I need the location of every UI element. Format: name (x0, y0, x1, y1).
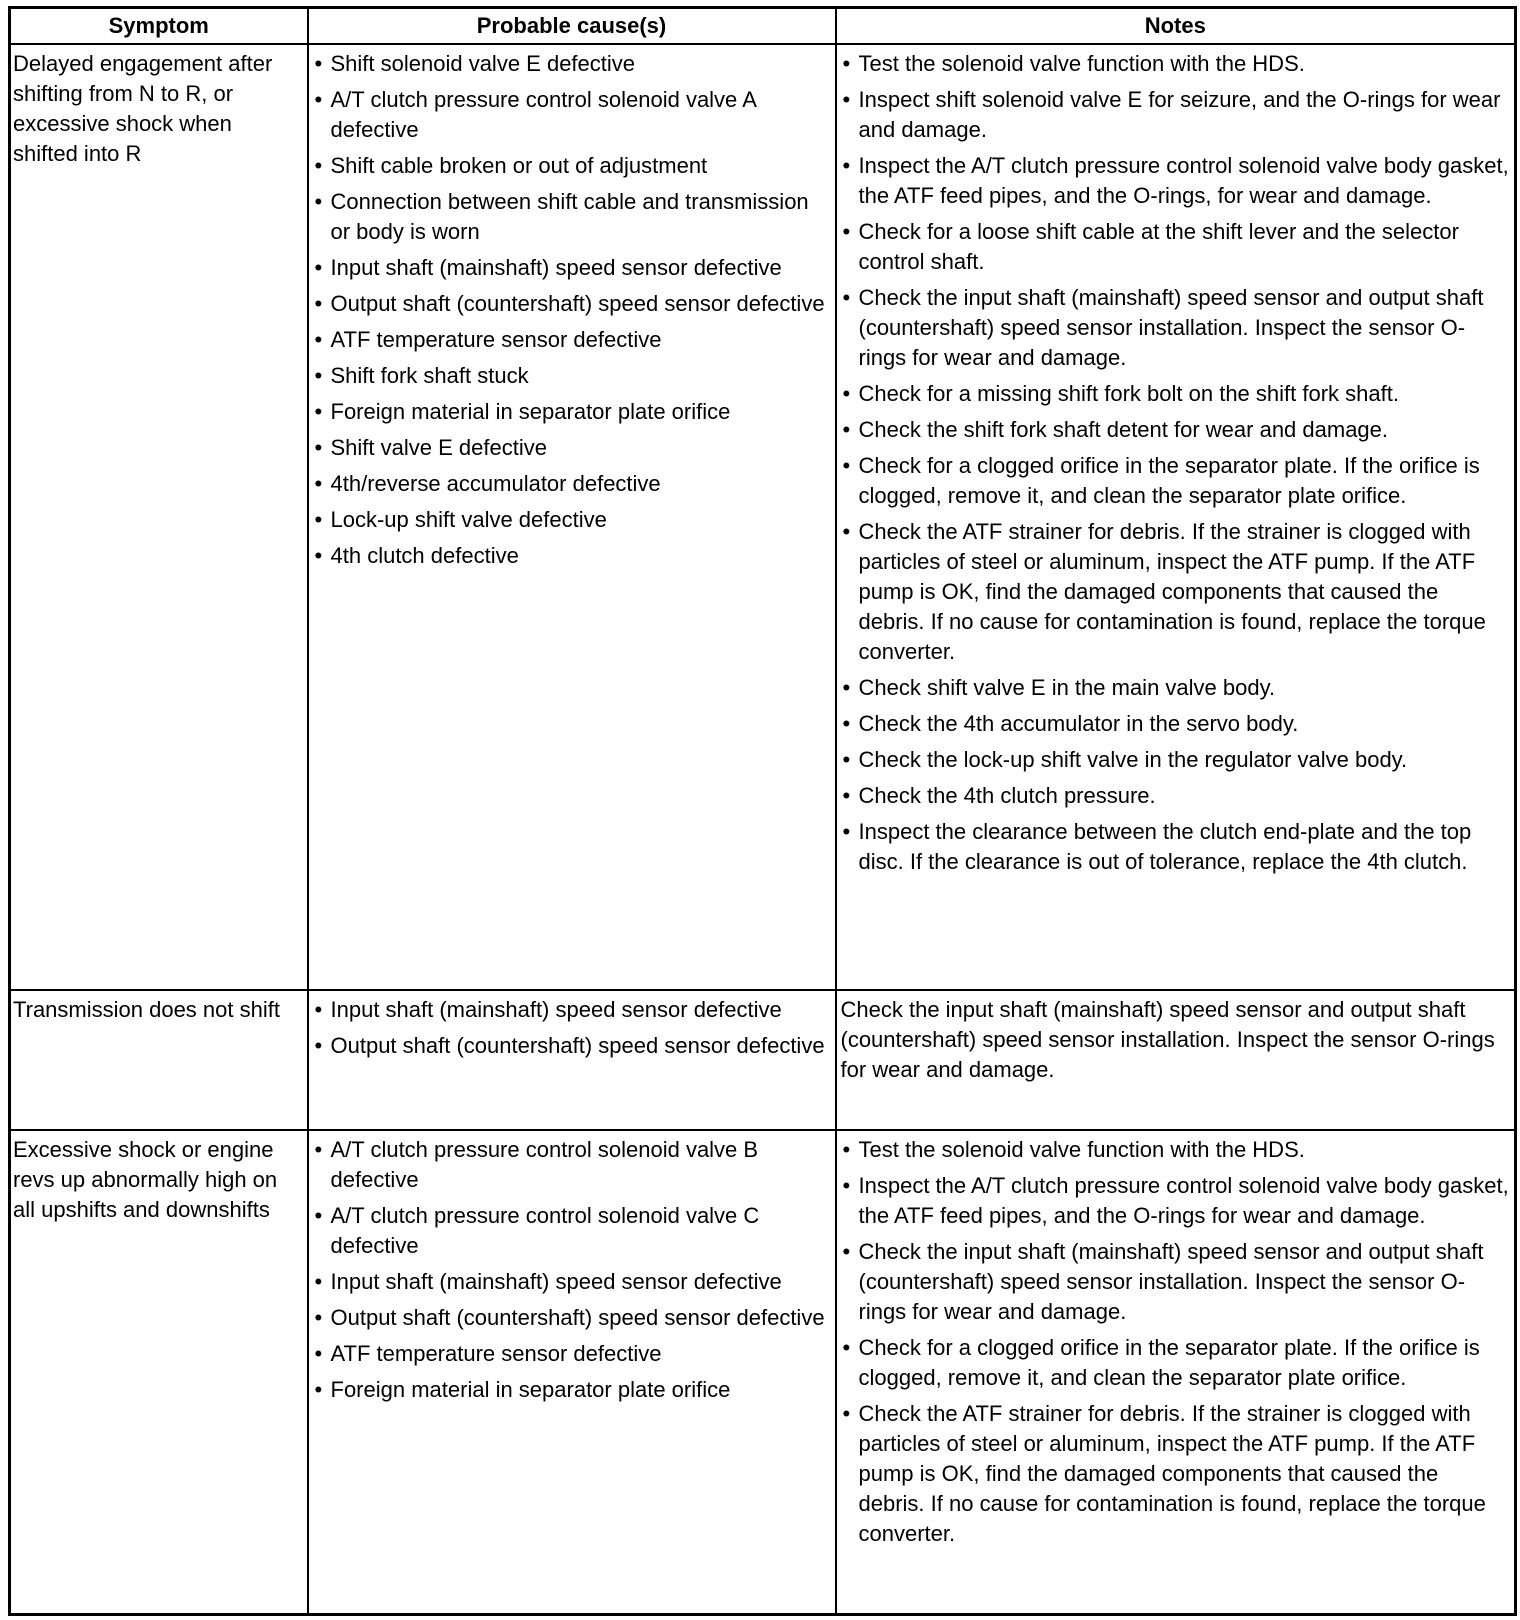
list-item: • Test the solenoid valve function with the HDS. (841, 49, 1511, 79)
list-item: • Foreign material in separator plate orifice (313, 1375, 831, 1405)
list-item: • ATF temperature sensor defective (313, 1339, 831, 1369)
symptom-cell: Transmission does not shift (10, 990, 308, 1130)
causes-cell (308, 44, 836, 990)
header-row (10, 8, 1516, 45)
notes-cell (836, 990, 1516, 1130)
list-item: • Check the 4th clutch pressure. (841, 781, 1511, 811)
header-symptom: Symptom (10, 8, 308, 45)
symptom-cell: Delayed engagement after shifting from N to R, or excessive shock when shifted into R (10, 44, 308, 990)
list-item: • Shift cable broken or out of adjustment (313, 151, 831, 181)
notes-cell (836, 44, 1516, 990)
list-item: • Inspect the clearance between the clutch end-plate and the top disc. If the clearance is out of tolerance, replace the 4th clutch. (841, 817, 1511, 877)
list-item: • Shift valve E defective (313, 433, 831, 463)
list-item: • Check the 4th accumulator in the servo body. (841, 709, 1511, 739)
list-item: • Check for a loose shift cable at the shift lever and the selector control shaft. (841, 217, 1511, 277)
list-item: • Input shaft (mainshaft) speed sensor defective (313, 995, 831, 1025)
list-item: • Check for a clogged orifice in the separator plate. If the orifice is clogged, remove it, and clean the separator plate orifice. (841, 1333, 1511, 1393)
header-probable-causes: Probable cause(s) (308, 8, 836, 45)
list-item: • Check the input shaft (mainshaft) speed sensor and output shaft (countershaft) speed sensor installation. Inspect the sensor O-rings for wear and damage. (841, 283, 1511, 373)
causes-list (313, 49, 831, 571)
notes-cell (836, 1130, 1516, 1615)
header-notes: Notes (836, 8, 1516, 45)
list-item: • Input shaft (mainshaft) speed sensor defective (313, 253, 831, 283)
causes-list (313, 995, 831, 1061)
table-row (10, 44, 1516, 990)
list-item: • Output shaft (countershaft) speed sensor defective (313, 289, 831, 319)
list-item: • Inspect shift solenoid valve E for seizure, and the O-rings for wear and damage. (841, 85, 1511, 145)
list-item: • Test the solenoid valve function with the HDS. (841, 1135, 1511, 1165)
list-item: • Check shift valve E in the main valve body. (841, 673, 1511, 703)
list-item: • Check the ATF strainer for debris. If the strainer is clogged with particles of steel or aluminum, inspect the ATF pump. If the ATF pump is OK, find the damaged components that caused the debris. If no cause for contamination is found, replace the torque converter. (841, 517, 1511, 667)
list-item: • 4th/reverse accumulator defective (313, 469, 831, 499)
list-item: • A/T clutch pressure control solenoid valve C defective (313, 1201, 831, 1261)
list-item: • Connection between shift cable and transmission or body is worn (313, 187, 831, 247)
list-item: • Foreign material in separator plate orifice (313, 397, 831, 427)
list-item: • Shift solenoid valve E defective (313, 49, 831, 79)
list-item: • Output shaft (countershaft) speed sensor defective (313, 1031, 831, 1061)
list-item: • Check the ATF strainer for debris. If the strainer is clogged with particles of steel or aluminum, inspect the ATF pump. If the ATF pump is OK, find the damaged components that caused the debris. If no cause for contamination is found, replace the torque converter. (841, 1399, 1511, 1549)
list-item: • Check for a missing shift fork bolt on the shift fork shaft. (841, 379, 1511, 409)
list-item: • Input shaft (mainshaft) speed sensor defective (313, 1267, 831, 1297)
symptom-cell: Excessive shock or engine revs up abnormally high on all upshifts and downshifts (10, 1130, 308, 1615)
list-item: • Lock-up shift valve defective (313, 505, 831, 535)
list-item: • A/T clutch pressure control solenoid valve A defective (313, 85, 831, 145)
list-item: • Check the input shaft (mainshaft) speed sensor and output shaft (countershaft) speed sensor installation. Inspect the sensor O-rings for wear and damage. (841, 1237, 1511, 1327)
list-item: • Inspect the A/T clutch pressure control solenoid valve body gasket, the ATF feed pipes, and the O-rings, for wear and damage. (841, 151, 1511, 211)
list-item: • ATF temperature sensor defective (313, 325, 831, 355)
notes-list (841, 1135, 1511, 1549)
table-row (10, 990, 1516, 1130)
list-item: • Check for a clogged orifice in the separator plate. If the orifice is clogged, remove it, and clean the separator plate orifice. (841, 451, 1511, 511)
list-item: • A/T clutch pressure control solenoid valve B defective (313, 1135, 831, 1195)
causes-cell (308, 1130, 836, 1615)
list-item: • Output shaft (countershaft) speed sensor defective (313, 1303, 831, 1333)
causes-list (313, 1135, 831, 1405)
causes-cell (308, 990, 836, 1130)
list-item: • Inspect the A/T clutch pressure control solenoid valve body gasket, the ATF feed pipes, and the O-rings for wear and damage. (841, 1171, 1511, 1231)
table-row (10, 1130, 1516, 1615)
troubleshooting-table (8, 6, 1517, 1616)
list-item: • 4th clutch defective (313, 541, 831, 571)
note-paragraph: Check the input shaft (mainshaft) speed sensor and output shaft (countershaft) speed sensor installation. Inspect the sensor O-rings for wear and damage. (840, 997, 1495, 1082)
list-item: • Shift fork shaft stuck (313, 361, 831, 391)
list-item: • Check the shift fork shaft detent for wear and damage. (841, 415, 1511, 445)
list-item: • Check the lock-up shift valve in the regulator valve body. (841, 745, 1511, 775)
notes-list (841, 49, 1511, 877)
